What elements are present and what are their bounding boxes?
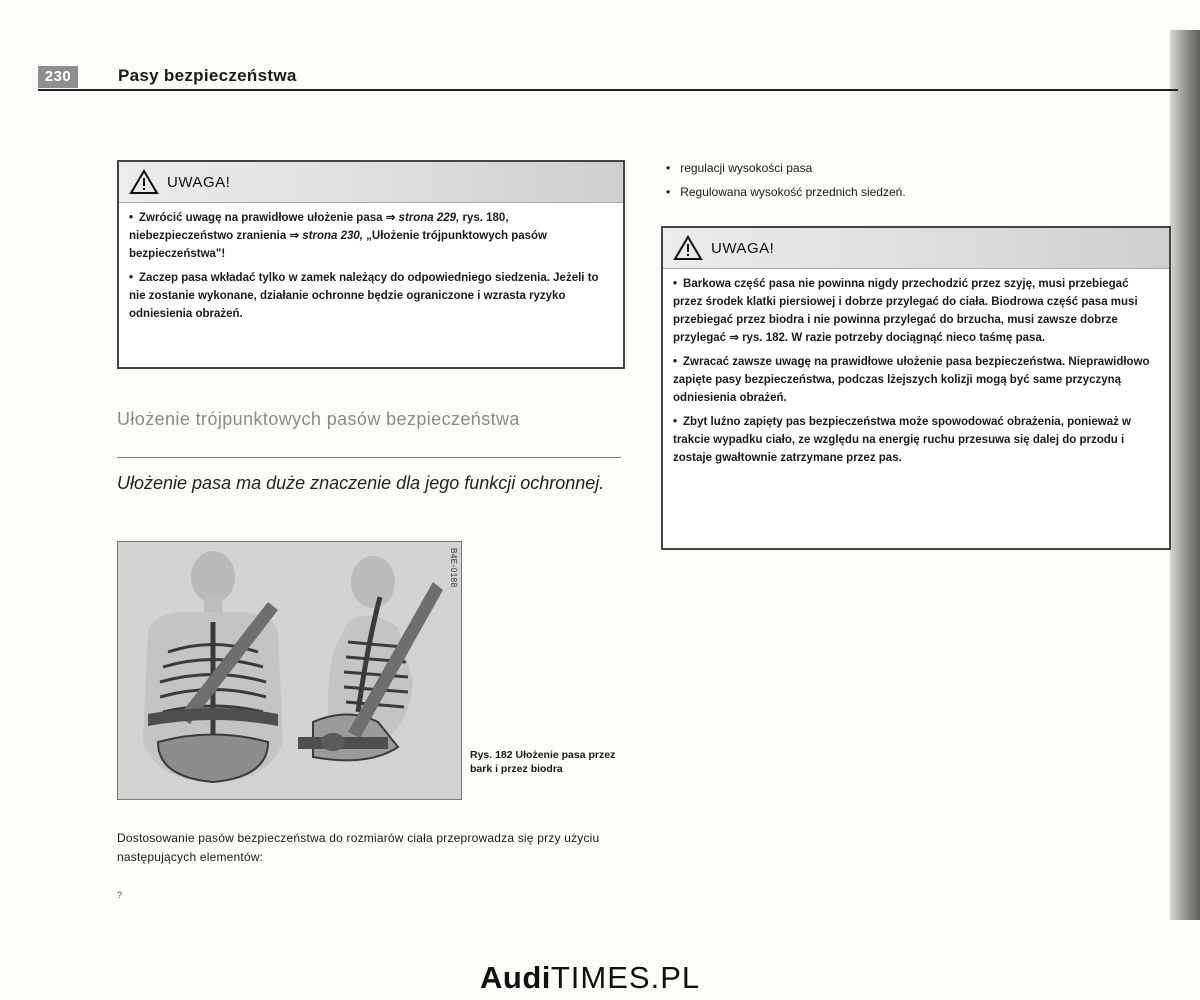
warning-title: UWAGA! [167, 173, 231, 191]
section-title: Ułożenie trójpunktowych pasów bezpieczeństwa [117, 409, 520, 429]
warning-triangle-icon [673, 235, 703, 261]
body-paragraph: Dostosowanie pasów bezpieczeństwa do rozmiarów ciała przeprowadza się przy użyciu następujących elementów: [117, 831, 600, 864]
warning-box-2 [661, 226, 1171, 550]
page-number: 230 [38, 66, 78, 88]
adjustment-list [666, 156, 1156, 204]
list-item: • Regulowana wysokość przednich siedzeń. [666, 185, 906, 199]
page-reference-link[interactable]: strona 230, [302, 230, 363, 242]
chapter-title: Pasy bezpieczeństwa [118, 66, 297, 85]
warning-header [663, 228, 1169, 269]
warning-paragraph: • Zwrócić uwagę na prawidłowe ułożenie pasa ⇒ strona 229, rys. 180, niebezpieczeństwo zranienia ⇒ strona 230, „Ułożenie trójpunktowych pasów bezpieczeństwa"! [129, 212, 548, 260]
warning-box-1 [117, 160, 625, 369]
warning-body [119, 203, 623, 329]
page-reference-link[interactable]: strona 229, [398, 212, 460, 224]
list-item: • regulacji wysokości pasa [666, 161, 813, 175]
figure-caption: Rys. 182 Ułożenie pasa przez bark i przez biodra [470, 749, 616, 775]
warning-paragraph: • Zwracać zawsze uwagę na prawidłowe ułożenie pasa bezpieczeństwa. Nieprawidłowo zapięte pasy bezpieczeństwa, podczas lżejszych kolizji mogą być same przyczyną odniesienia obrażeń. [673, 356, 1150, 404]
seatbelt-figure [117, 541, 462, 800]
warning-header [119, 162, 623, 203]
warning-paragraph: • Barkowa część pasa nie powinna nigdy przechodzić przez szyję, musi przebiegać przez środek klatki piersiowej i dobrze przylegać do ciała. Biodrowa część pasa musi przebiegać przez biodra i nie powinna przylegać do brzucha, musi zawsze dobrze przylegać ⇒ rys. 182. W razie potrzeby dociągnąć nieco taśmę pasa. [673, 278, 1138, 344]
header-divider [38, 89, 1178, 91]
section-lead: Ułożenie pasa ma duże znaczenie dla jego funkcji ochronnej. [117, 473, 605, 493]
warning-paragraph: • Zaczep pasa wkładać tylko w zamek należący do odpowiedniego siedzenia. Jeżeli to nie zostanie wykonane, działanie ochronne będzie ograniczone i wzrasta ryzyko odniesienia obrażeń. [129, 272, 599, 320]
page-edge-shadow [1170, 30, 1200, 920]
figure-code: B4E-0188 [449, 548, 458, 588]
seatbelt-illustration [118, 542, 461, 799]
section-divider [117, 457, 621, 458]
warning-triangle-icon [129, 169, 159, 195]
warning-body [663, 269, 1169, 473]
site-watermark: AudiTIMES.PL [480, 960, 701, 995]
footnote-mark: ? [117, 890, 123, 900]
warning-paragraph: • Zbyt luźno zapięty pas bezpieczeństwa może spowodować obrażenia, ponieważ w trakcie wypadku ciało, ze względu na energię ruchu przesuwa się dalej do przodu i zostaje gwałtownie zatrzymane przez pas. [673, 416, 1131, 464]
warning-title: UWAGA! [711, 239, 775, 257]
